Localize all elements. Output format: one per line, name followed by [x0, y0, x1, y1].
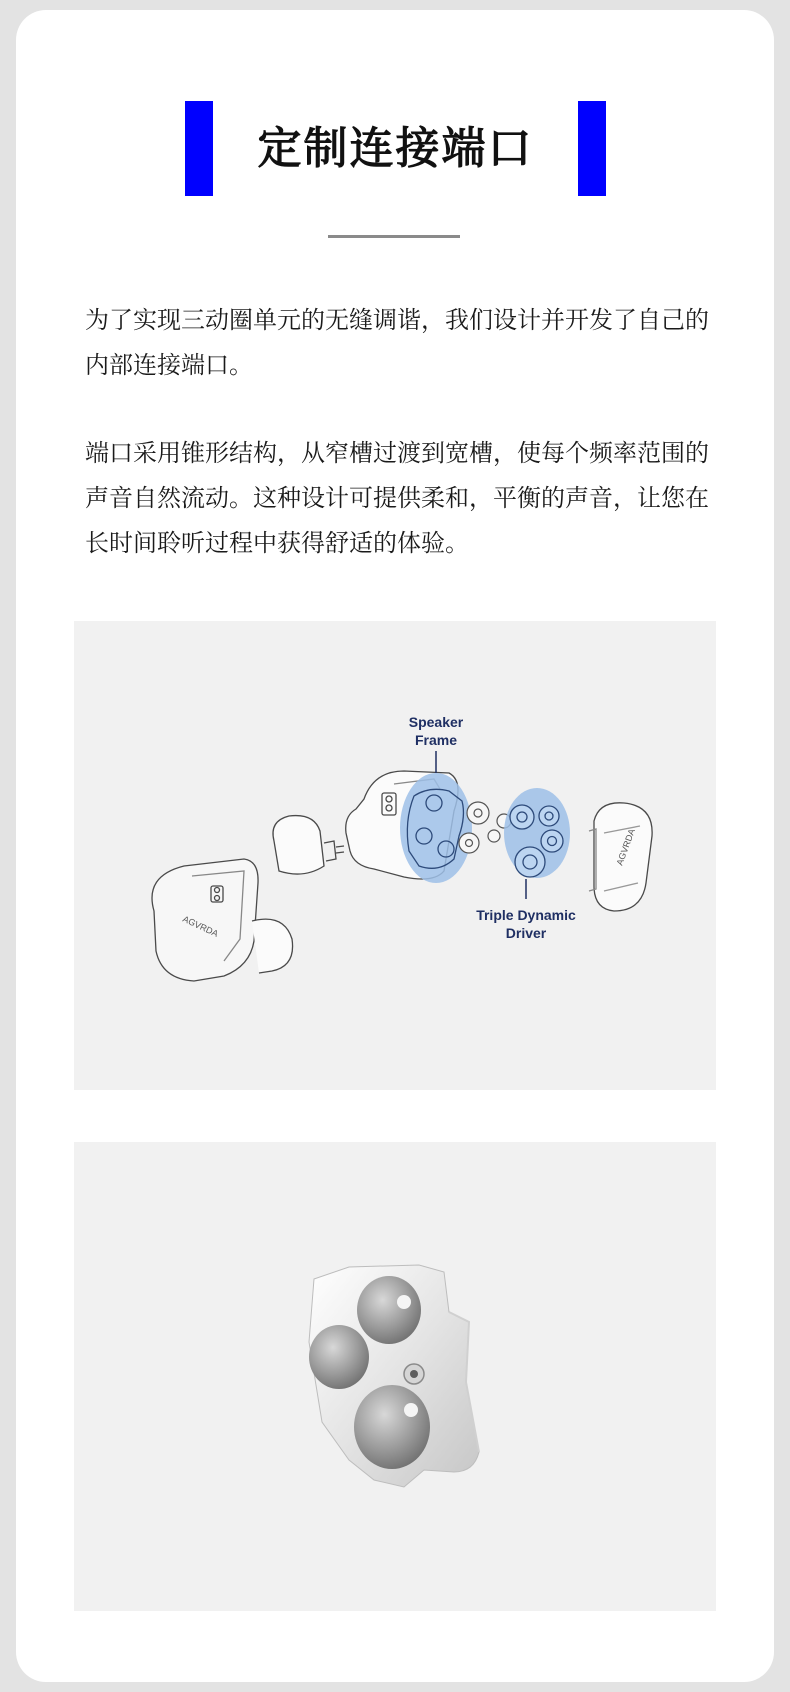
- intro-paragraph: 为了实现三动圈单元的无缝调谐，我们设计并开发了自己的内部连接端口。: [85, 306, 709, 379]
- port-description-paragraph: 端口采用锥形结构，从窄槽过渡到宽槽，使每个频率范围的声音自然流动。这种设计可提供柔和，平衡的声音，让您在长时间聆听过程中获得舒适的体验。: [85, 439, 709, 557]
- speaker-frame-label-line1: Speaker: [408, 714, 464, 730]
- driver-label-line1: Triple Dynamic: [476, 907, 576, 923]
- faceplate-brand-mark: AGVRDA: [614, 827, 637, 867]
- speaker-frame-render-image: [74, 1142, 716, 1611]
- section-title: 定制连接端口: [257, 123, 534, 174]
- title-accent-bar-right: [578, 101, 606, 196]
- title-accent-bar-left: [185, 101, 213, 196]
- driver-label-line2: Driver: [505, 925, 547, 941]
- speaker-frame-label-line2: Frame: [414, 732, 458, 748]
- title-divider: [328, 235, 460, 238]
- exploded-view-image: [74, 621, 716, 1090]
- content-card: [16, 10, 774, 1682]
- earpiece-brand-mark: AGVRDA: [181, 913, 220, 939]
- section-header: [16, 101, 774, 196]
